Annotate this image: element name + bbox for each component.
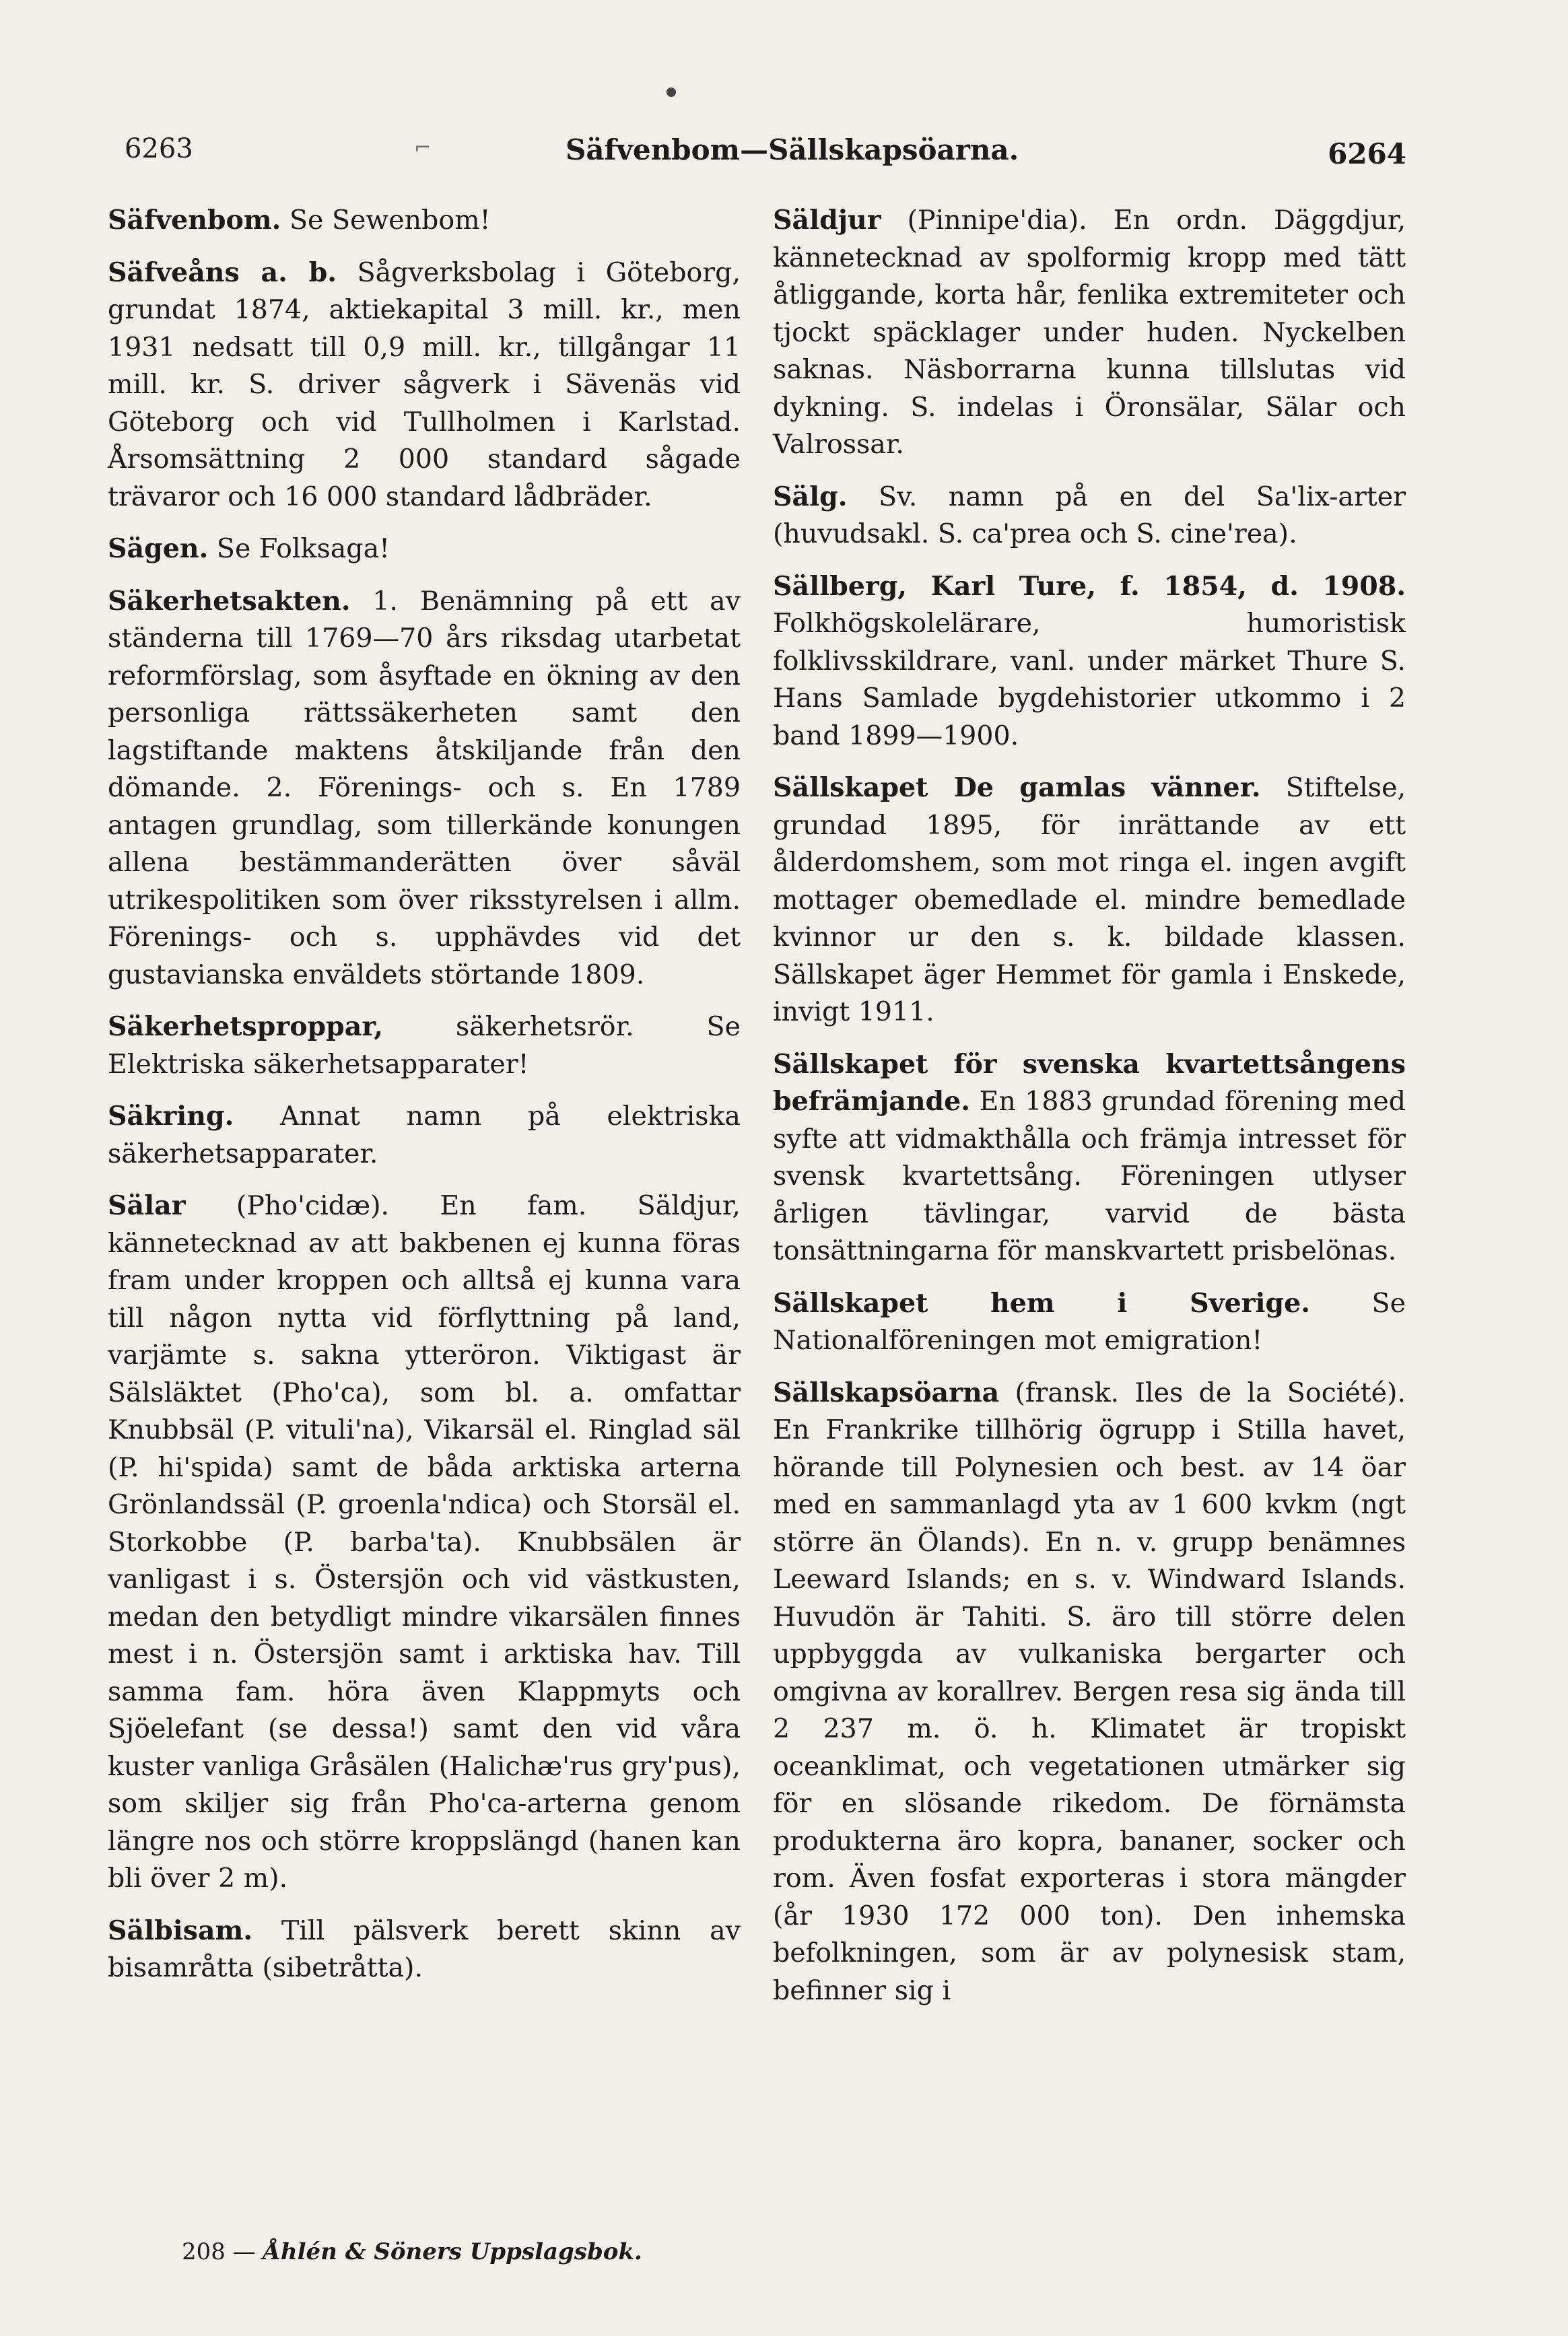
right-column bbox=[773, 202, 1406, 2024]
entry-text: Se Sewenbom! bbox=[281, 205, 491, 236]
entry-headword: Säkerhetsproppar, bbox=[108, 1011, 384, 1042]
entry-headword: Säkerhetsakten. bbox=[108, 585, 351, 617]
entry-headword: Sällskapet för svenska kvartettsångens befrämjande. bbox=[773, 1048, 1406, 1117]
dictionary-entry bbox=[108, 1913, 741, 1987]
entry-text: säkerhetsrör. Se Elektriska säkerhetsapparater! bbox=[108, 1011, 741, 1080]
dictionary-entry bbox=[773, 568, 1406, 755]
entry-text: Annat namn på elektriska säkerhetsapparater. bbox=[108, 1101, 741, 1169]
left-page-number: 6263 bbox=[125, 133, 193, 164]
left-column bbox=[108, 202, 741, 2002]
print-mark-icon: ⌐ bbox=[414, 136, 432, 160]
entry-headword: Sällskapsöarna bbox=[773, 1377, 1000, 1408]
entry-headword: Säfveåns a. b. bbox=[108, 256, 337, 288]
entry-headword: Sälar bbox=[108, 1190, 186, 1221]
dictionary-entry bbox=[108, 530, 741, 568]
dictionary-entry bbox=[773, 769, 1406, 1031]
dictionary-entry bbox=[108, 583, 741, 994]
dictionary-entry bbox=[773, 1375, 1406, 2010]
entry-headword: Sälbisam. bbox=[108, 1915, 253, 1946]
page-header bbox=[0, 133, 1568, 180]
dictionary-entry bbox=[773, 202, 1406, 464]
dictionary-entry bbox=[773, 479, 1406, 553]
entry-headword: Sällskapet hem i Sverige. bbox=[773, 1287, 1311, 1319]
dictionary-entry bbox=[108, 1098, 741, 1173]
dictionary-entry bbox=[108, 254, 741, 516]
print-dot bbox=[667, 88, 676, 97]
running-title: Säfvenbom—Sällskapsöarna. bbox=[566, 133, 1019, 166]
right-page-number: 6264 bbox=[1328, 137, 1406, 170]
entry-text: Sågverksbolag i Göteborg, grundat 1874, aktiekapital 3 mill. kr., men 1931 nedsatt till 0,9 mill. kr., tillgångar 11 mill. kr. S. driver sågverk i Sävenäs vid Göteborg och vid Tullholmen i Karlstad. Årsomsättning 2 000 standard sågade trävaror och 16 000 standard lådbräder. bbox=[108, 256, 741, 512]
dictionary-entry bbox=[773, 1046, 1406, 1270]
entry-headword: Sägen. bbox=[108, 533, 209, 564]
footer-publisher: Åhlén & Söners Uppslagsbok. bbox=[263, 2238, 642, 2265]
entry-text: Se Nationalföreningen mot emigration! bbox=[773, 1287, 1406, 1356]
entry-text: (Pho'cidæ). En fam. Säldjur, kännetecknad av att bakbenen ej kunna föras fram under kroppen och alltså ej kunna vara till någon nytta vid förflyttning på land, varjämte s. sakna ytteröron. Viktigast är Sälsläktet (Pho'ca), som bl. a. omfattar Knubbsäl (P. vituli'na), Vikarsäl el. Ringlad säl (P. hi'spida) samt de båda arktiska arterna Grönlandssäl (P. groenla'ndica) och Storsäl el. Storkobbe (P. barba'ta). Knubbsälen är vanligast i s. Östersjön och vid västkusten, medan den betydligt mindre vikarsälen finnes mest i n. Östersjön samt i arktiska hav. Till samma fam. höra även Klappmyts och Sjöelefant (se dessa!) samt den vid våra kuster vanliga Gråsälen (Halichæ'rus gry'pus), som skiljer sig från Pho'ca-arterna genom längre nos och större kroppslängd (hanen kan bli över 2 m). bbox=[108, 1190, 741, 1894]
entry-headword: Sällskapet De gamlas vänner. bbox=[773, 772, 1261, 803]
dictionary-entry bbox=[108, 1188, 741, 1898]
entry-text: (Pinnipe'dia). En ordn. Däggdjur, kännetecknad av spolformig kropp med tätt åtliggande, korta hår, fenlika extremiteter och tjockt späcklager under huden. Nyckelben saknas. Näsborrarna kunna tillslutas vid dykning. S. indelas i Öronsälar, Sälar och Valrossar. bbox=[773, 205, 1406, 460]
page-footer bbox=[182, 2238, 642, 2265]
entry-text: Se Folksaga! bbox=[208, 533, 390, 564]
entry-headword: Säkring. bbox=[108, 1101, 234, 1132]
dictionary-entry bbox=[108, 1008, 741, 1083]
entry-text: Sv. namn på en del Sa'lix-arter (huvudsakl. S. ca'prea och S. cine'rea). bbox=[773, 481, 1406, 549]
footer-dash: — bbox=[232, 2238, 256, 2265]
entry-text: En 1883 grundad förening med syfte att vidmakthålla och främja intresset för svensk kvartettsång. Föreningen utlyser årligen tävlingar, varvid de bästa tonsättningarna för manskvartett prisbelönas. bbox=[773, 1086, 1406, 1266]
dictionary-entry bbox=[773, 1285, 1406, 1360]
entry-headword: Sälg. bbox=[773, 481, 848, 512]
entry-headword: Säfvenbom. bbox=[108, 205, 281, 236]
entry-text: 1. Benämning på ett av ständerna till 1769—70 års riksdag utarbetat reformförslag, som åsyftade en ökning av den personliga rättssäkerheten samt den lagstiftande maktens åtskiljande från den dömande. 2. Förenings- och s. En 1789 antagen grundlag, som tillerkände konungen allena bestämmanderätten över såväl utrikespolitiken som över riksstyrelsen i allm. Förenings- och s. upphävdes vid det gustavianska enväldets störtande 1809. bbox=[108, 585, 741, 990]
entry-headword: Säldjur bbox=[773, 205, 881, 236]
dictionary-entry bbox=[108, 202, 741, 240]
entry-text: Folkhögskolelärare, humoristisk folklivsskildrare, vanl. under märket Thure S. Hans Samlade bygdehistorier utkommo i 2 band 1899—1900. bbox=[773, 608, 1406, 751]
entry-text: Till pälsverk berett skinn av bisamråtta (sibetråtta). bbox=[108, 1915, 741, 1983]
entry-headword: Sällberg, Karl Ture, f. 1854, d. 1908. bbox=[773, 570, 1406, 602]
entry-text: (fransk. Iles de la Société). En Frankrike tillhörig ögrupp i Stilla havet, hörande till Polynesien och best. av 14 öar med en sammanlagd yta av 1 600 kvkm (ngt större än Ölands). En n. v. grupp benämnes Leeward Islands; en s. v. Windward Islands. Huvudön är Tahiti. S. äro till större delen uppbyggda av vulkaniska bergarter och omgivna av korallrev. Bergen resa sig ända till 2 237 m. ö. h. Klimatet är tropiskt oceanklimat, och vegetationen utmärker sig för en slösande rikedom. De förnämsta produkterna äro kopra, bananer, socker och rom. Även fosfat exporteras i stora mängder (år 1930 172 000 ton). Den inhemska befolkningen, som är av polynesisk stam, befinner sig i bbox=[773, 1377, 1406, 2006]
footer-signature: 208 bbox=[182, 2238, 226, 2265]
entry-text: Stiftelse, grundad 1895, för inrättande av ett ålderdomshem, som mot ringa el. ingen avgift mottager obemedlade el. mindre bemedlade kvinnor ur den s. k. bildade klassen. Sällskapet äger Hemmet för gamla i Enskede, invigt 1911. bbox=[773, 772, 1406, 1027]
